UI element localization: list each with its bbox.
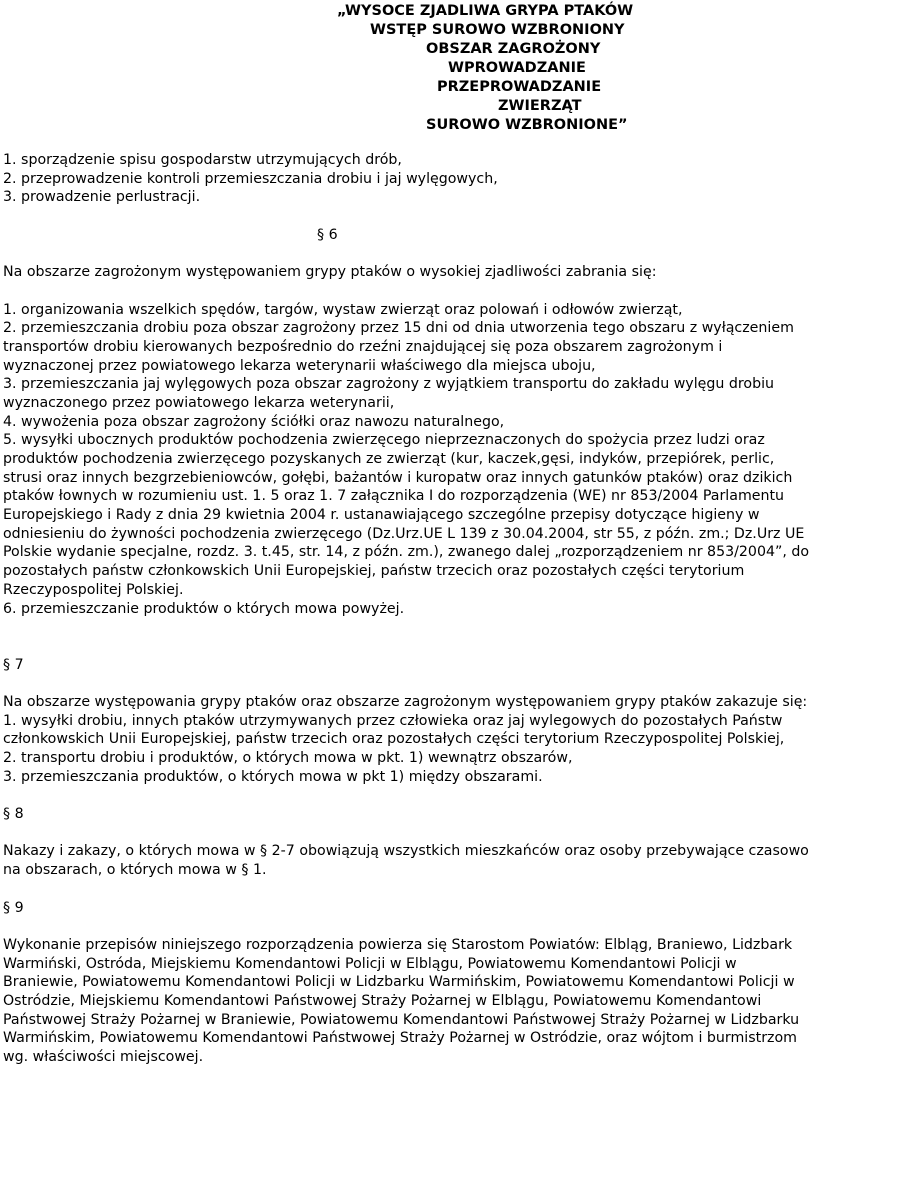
text-line: ptaków łownych w rozumieniu ust. 1. 5 oraz 1. 7 załącznika I do rozporządzenia (WE) nr 853/2004 Parlamentu <box>3 488 785 505</box>
header-line-1: „WYSOCE ZJADLIWA GRYPA PTAKÓW <box>337 3 634 19</box>
document-body <box>3 151 915 1067</box>
list-item: 2. przeprowadzenie kontroli przemieszczania drobiu i jaj wylęgowych, <box>3 170 498 187</box>
text-line: Polskie wydanie specjalne, rozdz. 3. t.45, str. 14, z późn. zm.), zwanego dalej „rozporządzeniem nr 853/2004”, do <box>3 544 810 561</box>
list-item: 1. sporządzenie spisu gospodarstw utrzymujących drób, <box>3 152 402 168</box>
text-line: 4. wywożenia poza obszar zagrożony ściółki oraz nawozu naturalnego, <box>3 413 505 430</box>
text-line: Na obszarze występowania grypy ptaków oraz obszarze zagrożonym występowaniem grypy ptaków zakazuje się: <box>3 693 808 710</box>
text-line: 2. przemieszczania drobiu poza obszar zagrożony przez 15 dni od dnia utworzenia tego obszaru z wyłączeniem <box>3 320 794 337</box>
text-line: pozostałych państw członkowskich Unii Europejskiej, państw trzecich oraz pozostałych części terytorium <box>3 563 745 580</box>
text-line: Warmińskim, Powiatowemu Komendantowi Państwowej Straży Pożarnej w Ostródzie, oraz wójtom i burmistrzom <box>3 1030 797 1047</box>
section-7-mark: § 7 <box>3 656 24 673</box>
header-line-3: OBSZAR ZAGROŻONY <box>426 41 601 57</box>
section-6-mark: § 6 <box>317 226 338 243</box>
text-line: na obszarach, o których mowa w § 1. <box>3 862 267 879</box>
section-9 <box>3 899 915 1067</box>
text-line: Braniewie, Powiatowemu Komendantowi Policji w Lidzbarku Warmińskim, Powiatowemu Komendantowi Policji w <box>3 974 795 991</box>
text-line: 2. transportu drobiu i produktów, o których mowa w pkt. 1) wewnątrz obszarów, <box>3 750 573 767</box>
text-line: 3. przemieszczania jaj wylęgowych poza obszar zagrożony z wyjątkiem transportu do zakładu wylęgu drobiu <box>3 376 775 393</box>
text-line: Państwowej Straży Pożarnej w Braniewie, Powiatowemu Komendantowi Państwowej Straży Pożarnej w Lidzbarku <box>3 1011 800 1028</box>
section-6 <box>3 226 915 618</box>
section-8-mark: § 8 <box>3 806 24 823</box>
text-line: Ostródzie, Miejskiemu Komendantowi Państwowej Straży Pożarnej w Elblągu, Powiatowemu Komendantowi <box>3 992 762 1009</box>
text-line: Wykonanie przepisów niniejszego rozporządzenia powierza się Starostom Powiatów: Elbląg, Braniewo, Lidzbark <box>3 936 793 953</box>
header-line-4: WPROWADZANIE <box>448 60 586 76</box>
text-line: Nakazy i zakazy, o których mowa w § 2-7 obowiązują wszystkich mieszkańców oraz osoby przebywające czasowo <box>3 843 809 860</box>
list-item: 3. prowadzenie perlustracji. <box>3 189 201 206</box>
text-line: 3. przemieszczania produktów, o których mowa w pkt 1) między obszarami. <box>3 768 543 785</box>
header-line-5: PRZEPROWADZANIE <box>437 79 602 95</box>
text-line: transportów drobiu kierowanych bezpośrednio do rzeźni znajdującej się poza obszarem zagrożonym i <box>3 338 723 355</box>
section-9-mark: § 9 <box>3 899 24 916</box>
section-6-intro: Na obszarze zagrożonym występowaniem grypy ptaków o wysokiej zjadliwości zabrania się: <box>3 264 657 281</box>
text-line: strusi oraz innych bezgrzebieniowców, gołębi, bażantów i kuropatw oraz innych gatunków ptaków) oraz dzikich <box>3 469 793 486</box>
text-line: 6. przemieszczanie produktów o których mowa powyżej. <box>3 600 405 617</box>
section-7 <box>3 656 915 787</box>
text-line: odniesieniu do żywności pochodzenia zwierzęcego (Dz.Urz.UE L 139 z 30.04.2004, str 55, z późn. zm.; Dz.Urz UE <box>3 525 805 542</box>
text-line: wg. właściwości miejscowej. <box>3 1049 204 1066</box>
text-line: 1. wysyłki drobiu, innych ptaków utrzymywanych przez człowieka oraz jaj wylegowych do pozostałych Państw <box>3 712 783 729</box>
section-8 <box>3 805 915 880</box>
text-line: członkowskich Unii Europejskiej, państw trzecich oraz pozostałych części terytorium Rzeczypospolitej Polskiej, <box>3 731 785 748</box>
text-line: Europejskiego i Rady z dnia 29 kwietnia 2004 r. ustanawiającego szczególne przepisy dotyczące higieny w <box>3 507 760 524</box>
header-line-2: WSTĘP SUROWO WZBRONIONY <box>370 22 625 38</box>
text-line: 1. organizowania wszelkich spędów, targów, wystaw zwierząt oraz polowań i odłowów zwierząt, <box>3 301 683 318</box>
text-line: wyznaczonej przez powiatowego lekarza weterynarii właściwego dla miejsca uboju, <box>3 357 596 374</box>
intro-list <box>3 151 915 207</box>
text-line: Warmiński, Ostróda, Miejskiemu Komendantowi Policji w Elblągu, Powiatowemu Komendantowi Policji w <box>3 955 737 972</box>
header-line-7: SUROWO WZBRONIONE” <box>426 117 628 133</box>
text-line: 5. wysyłki ubocznych produktów pochodzenia zwierzęcego nieprzeznaczonych do spożycia przez ludzi oraz <box>3 432 765 449</box>
text-line: Rzeczypospolitej Polskiej. <box>3 581 184 598</box>
text-line: produktów pochodzenia zwierzęcego pozyskanych ze zwierząt (kur, kaczek,gęsi, indyków, przepiórek, perlic, <box>3 451 775 467</box>
text-line: wyznaczonego przez powiatowego lekarza weterynarii, <box>3 394 395 411</box>
header-line-6: ZWIERZĄT <box>498 98 582 114</box>
